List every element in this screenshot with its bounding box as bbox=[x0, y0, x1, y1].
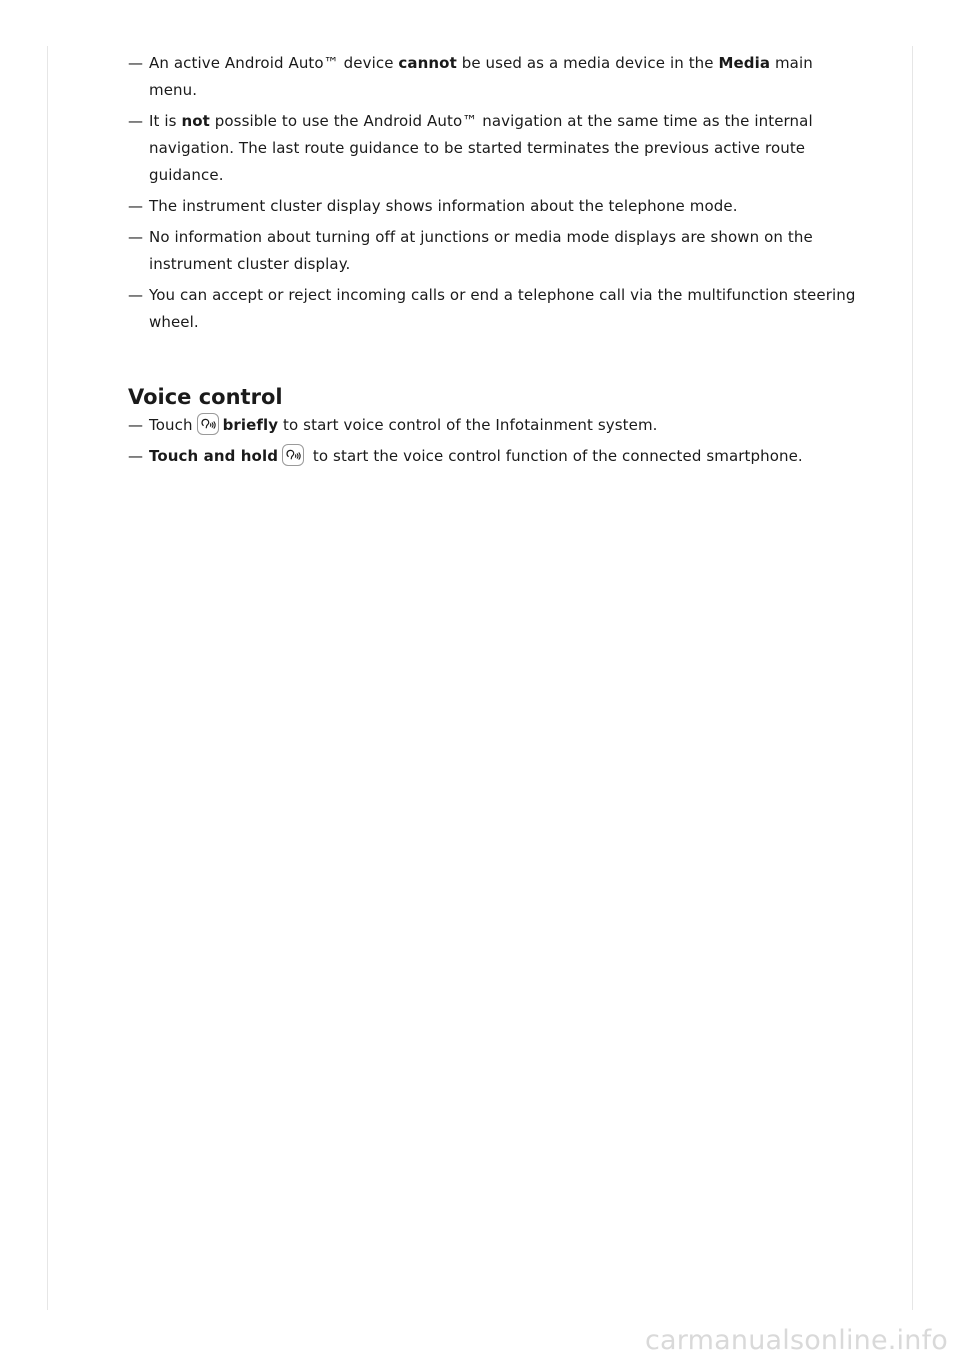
emphasis-cannot: cannot bbox=[398, 54, 457, 72]
emphasis-media: Media bbox=[718, 54, 771, 72]
list-item-text: The instrument cluster display shows information about the telephone mode. bbox=[149, 197, 738, 215]
list-item-text: Touch bbox=[149, 416, 193, 434]
dash-bullet: — bbox=[128, 197, 144, 215]
emphasis-touch-and-hold: Touch and hold bbox=[149, 447, 279, 465]
document-content bbox=[128, 50, 858, 474]
list-item bbox=[128, 282, 858, 336]
list-item-text: to start the voice control function of the connected smartphone. bbox=[308, 447, 803, 465]
list-item-text: to start voice control of the Infotainment system. bbox=[278, 416, 658, 434]
dash-bullet: — bbox=[128, 54, 144, 72]
left-margin-line bbox=[47, 46, 48, 1310]
list-item bbox=[128, 108, 858, 189]
dash-bullet: — bbox=[128, 286, 144, 304]
right-margin-line bbox=[912, 46, 913, 1310]
list-item-text: An active Android Auto™ device bbox=[149, 54, 399, 72]
voice-control-list bbox=[128, 412, 858, 470]
list-item-text: No information about turning off at junctions or media mode displays are shown on the instrument cluster display. bbox=[149, 228, 813, 273]
dash-bullet: — bbox=[128, 416, 144, 434]
emphasis-briefly: briefly bbox=[222, 416, 279, 434]
list-item-text: main menu. bbox=[149, 54, 813, 99]
list-item bbox=[128, 193, 858, 220]
list-item-text: be used as a media device in the bbox=[456, 54, 719, 72]
dash-bullet: — bbox=[128, 228, 144, 246]
list-item-text: You can accept or reject incoming calls or end a telephone call via the multifunction steering wheel. bbox=[149, 286, 856, 331]
list-item bbox=[128, 224, 858, 278]
list-item bbox=[128, 443, 858, 470]
watermark-text: carmanualsonline.info bbox=[645, 1325, 948, 1356]
list-item bbox=[128, 412, 858, 439]
list-item-text: possible to use the Android Auto™ navigation at the same time as the internal navigation. The last route guidance to be started terminates the previous active route guidance. bbox=[149, 112, 813, 184]
list-item-text: It is bbox=[149, 112, 182, 130]
section-title-voice-control: Voice control bbox=[128, 385, 283, 409]
android-auto-notes-list bbox=[128, 50, 858, 336]
dash-bullet: — bbox=[128, 447, 144, 465]
voice-control-icon bbox=[282, 444, 304, 466]
dash-bullet: — bbox=[128, 112, 144, 130]
voice-control-icon bbox=[197, 413, 219, 435]
list-item bbox=[128, 50, 858, 104]
emphasis-not: not bbox=[181, 112, 210, 130]
